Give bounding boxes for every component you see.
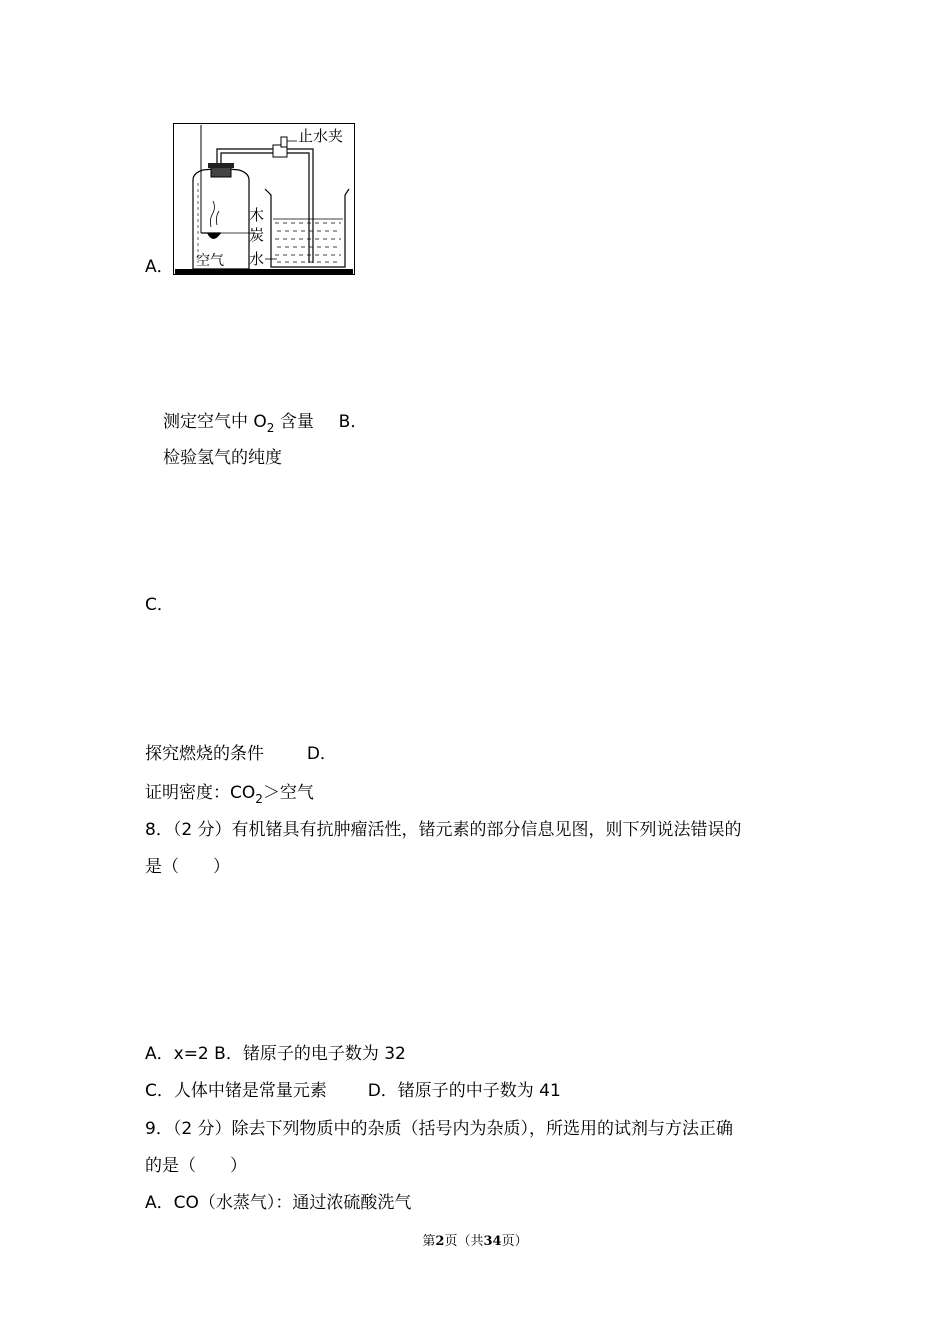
option-b-label: B． (338, 412, 368, 432)
question-8-option-cd: C．人体中锗是常量元素 D．锗原子的中子数为 41 (145, 1081, 561, 1101)
clip-label: 止水夹 (298, 127, 344, 145)
option-c-caption: 探究燃烧的条件 D． (145, 744, 337, 764)
question-8-line-2: 是（ ） (145, 857, 230, 877)
charcoal-label-2: 炭 (249, 226, 265, 244)
charcoal-label-1: 木 (249, 206, 265, 224)
air-label: 空气 (196, 253, 224, 269)
question-9-line-1: 9．（2 分）除去下列物质中的杂质（括号内为杂质），所选用的试剂与方法正确 (145, 1119, 734, 1139)
page-footer: 第2页（共34页） (422, 1234, 528, 1249)
page-total: 34 (483, 1234, 502, 1249)
option-d-label: D． (306, 744, 337, 764)
oxygen-measurement-apparatus-figure (173, 123, 355, 275)
question-8-line-1: 8．（2 分）有机锗具有抗肿瘤活性，锗元素的部分信息见图，则下列说法错误的 (145, 820, 742, 840)
option-d-caption: 证明密度：$CO_2>$空气 (145, 783, 314, 806)
option-a-caption: 测定空气中 $O_2$ 含量 B． (163, 412, 368, 435)
option-a-label: A． (145, 257, 174, 277)
table-base (175, 269, 353, 274)
question-9-line-2: 的是（ ） (145, 1156, 247, 1176)
option-b-caption: 检验氢气的纯度 (163, 448, 282, 468)
question-9-option-a: A．CO（水蒸气）：通过浓硫酸洗气 (145, 1193, 412, 1213)
option-c-label: C． (145, 595, 174, 615)
water-label: 水 (249, 250, 265, 268)
page-number: 2 (435, 1234, 445, 1249)
question-8-option-ab: A．x=2 B．锗原子的电子数为 32 (145, 1044, 406, 1064)
